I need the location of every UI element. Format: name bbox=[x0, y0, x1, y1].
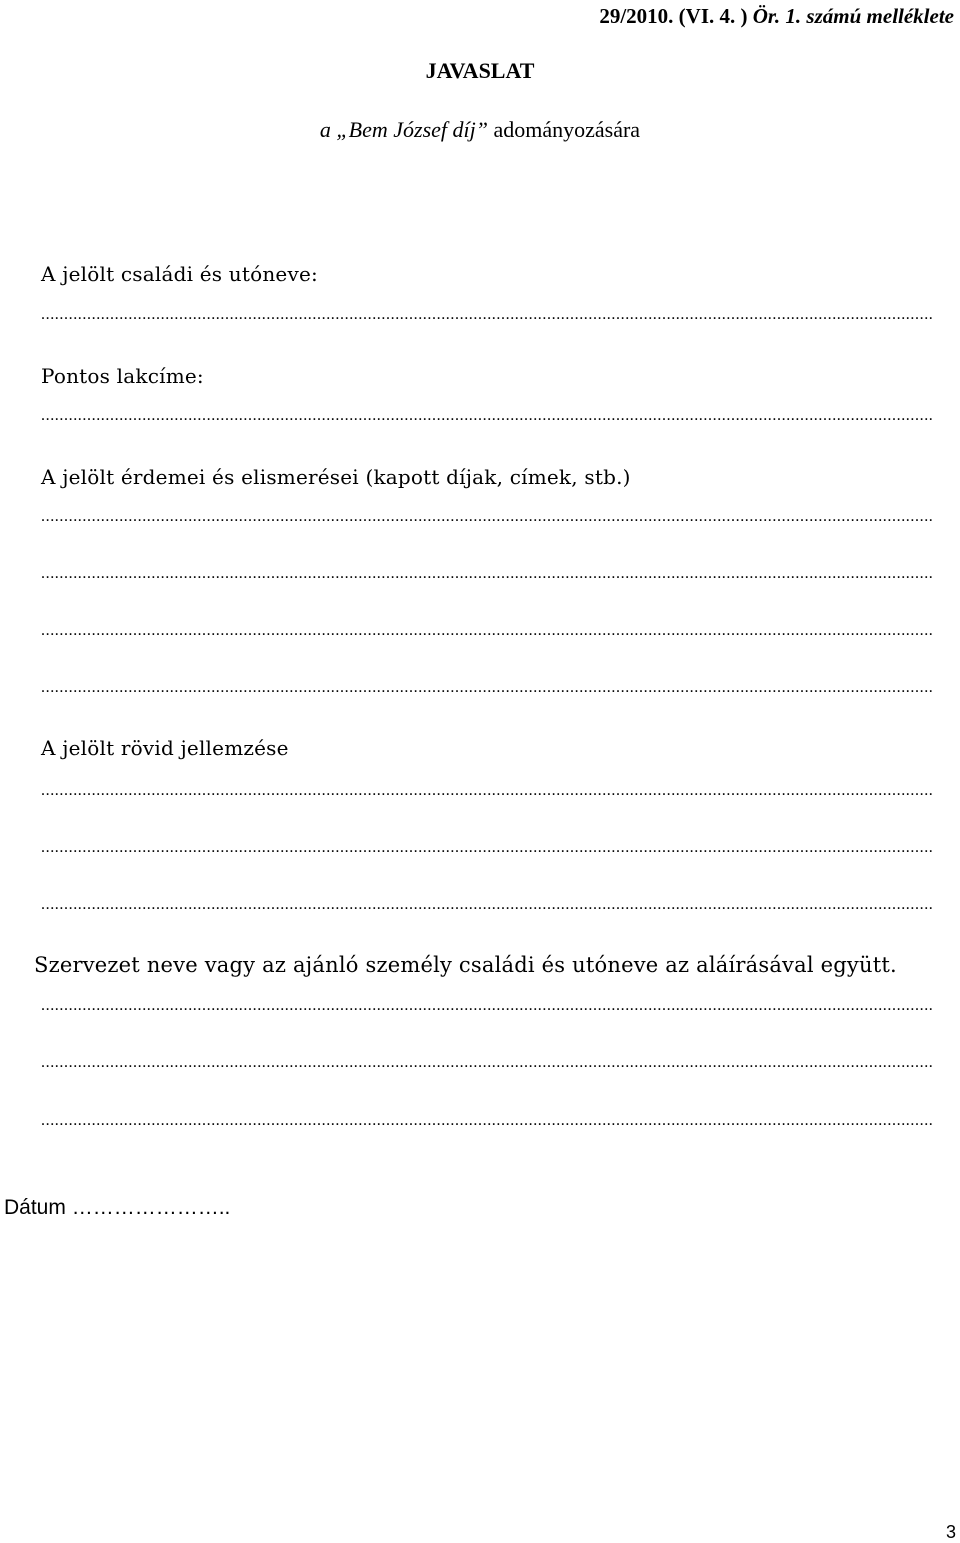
subtitle-rest: adományozására bbox=[487, 117, 641, 142]
proposer-field-line[interactable]: .................................................................................................................................................................................................. bbox=[41, 1054, 934, 1071]
document-title: JAVASLAT bbox=[425, 58, 535, 83]
proposer-label: Szervezet neve vagy az ajánló személy családi és utóneve az aláírásával együtt. bbox=[34, 953, 897, 977]
merits-field-line[interactable]: .................................................................................................................................................................................................. bbox=[41, 679, 934, 696]
proposer-field-line[interactable]: .................................................................................................................................................................................................. bbox=[41, 1112, 934, 1129]
merits-field-line[interactable]: .................................................................................................................................................................................................. bbox=[41, 508, 934, 525]
description-label: A jelölt rövid jellemzése bbox=[41, 736, 289, 760]
address-label: Pontos lakcíme: bbox=[41, 364, 204, 388]
regulation-reference bbox=[599, 4, 954, 29]
merits-field-line[interactable]: .................................................................................................................................................................................................. bbox=[41, 565, 934, 582]
candidate-name-field[interactable]: .................................................................................................................................................................................................. bbox=[41, 306, 934, 323]
award-name: a „Bem József díj” bbox=[319, 117, 488, 142]
document-subtitle bbox=[0, 117, 960, 143]
page-number: 3 bbox=[945, 1522, 956, 1542]
annex-label: Ör. 1. számú melléklete bbox=[752, 4, 954, 28]
description-field-line[interactable]: .................................................................................................................................................................................................. bbox=[41, 839, 934, 856]
merits-label: A jelölt érdemei és elismerései (kapott díjak, címek, stb.) bbox=[41, 465, 631, 489]
proposer-field-line[interactable]: .................................................................................................................................................................................................. bbox=[41, 997, 934, 1014]
date-field[interactable]: ………………….. bbox=[65, 1196, 231, 1219]
regulation-number: 29/2010. (VI. 4. ) bbox=[599, 4, 748, 28]
merits-field-line[interactable]: .................................................................................................................................................................................................. bbox=[41, 622, 934, 639]
description-field-line[interactable]: .................................................................................................................................................................................................. bbox=[41, 896, 934, 913]
date-label: Dátum bbox=[4, 1196, 66, 1219]
description-field-line[interactable]: .................................................................................................................................................................................................. bbox=[41, 782, 934, 799]
candidate-name-label: A jelölt családi és utóneve: bbox=[41, 262, 318, 286]
address-field[interactable]: .................................................................................................................................................................................................. bbox=[41, 407, 934, 424]
date-row bbox=[4, 1196, 230, 1220]
